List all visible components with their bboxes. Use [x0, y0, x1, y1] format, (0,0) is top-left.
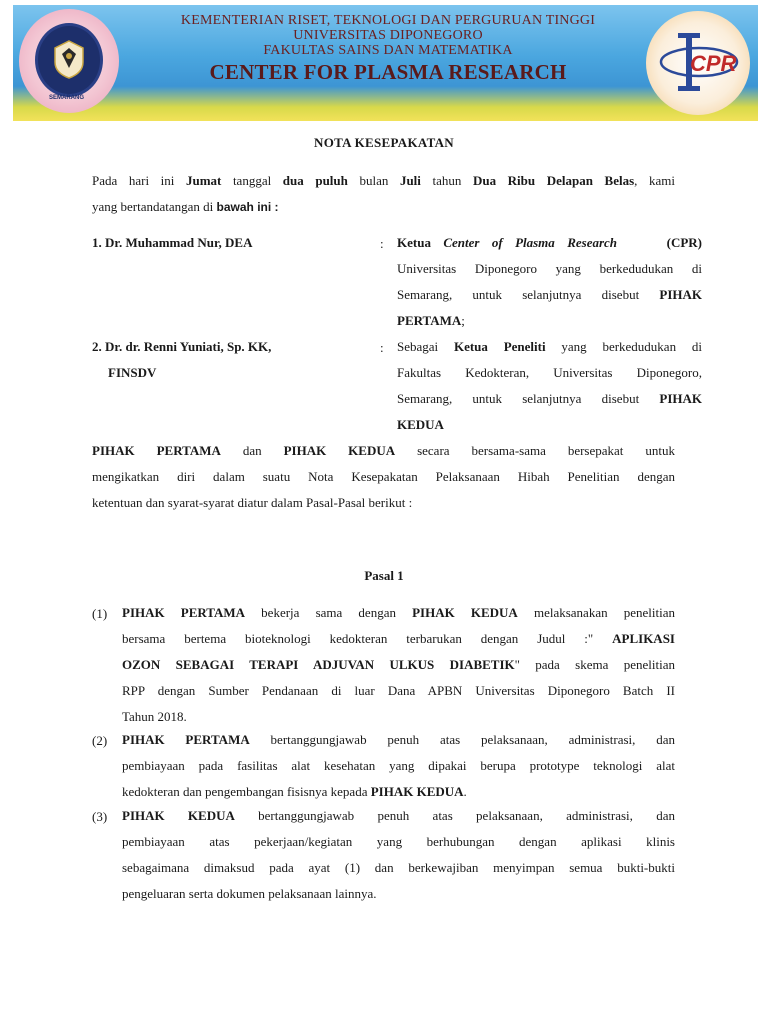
- letterhead-banner: [13, 5, 758, 121]
- party2-colon: :: [380, 340, 384, 355]
- document-title: NOTA KESEPAKATAN: [314, 135, 454, 150]
- center-name: CENTER FOR PLASMA RESEARCH: [209, 60, 567, 84]
- university-line: UNIVERSITAS DIPONEGORO: [293, 28, 483, 43]
- intro-paragraph: [92, 168, 675, 220]
- undip-seal: [35, 23, 103, 97]
- cpr-logo: [646, 11, 750, 115]
- letterhead-text: [163, 13, 613, 84]
- party2-name: 2. Dr. dr. Renni Yuniati, Sp. KK, FINSDV: [92, 339, 272, 380]
- item-1: PIHAK PERTAMA bekerja sama dengan PIHAK KEDUA melaksanakan penelitian bersama bertema bioteknologi kedokteran terbarukan dengan Judul :" APLIKASI OZON SEBAGAI TERAPI ADJUVAN ULKUS DIABETIK" pada skema penelitian RPP dengan Sumber Pendanaan di luar Dana APBN Universitas Diponegoro Batch II Tahun 2018.: [122, 605, 675, 724]
- agreement-paragraph: PIHAK PERTAMA dan PIHAK KEDUA secara bersama-sama bersepakat untuk mengikatkan diri dalam suatu Nota Kesepakatan Pelaksanaan Hibah Penelitian dengan ketentuan dan syarat-syarat diatur dalam Pasal-Pasal berikut :: [92, 443, 675, 510]
- party1-name: 1. Dr. Muhammad Nur, DEA: [92, 235, 253, 250]
- intro-line-2: yang bertandatangan di bawah ini :: [92, 199, 279, 214]
- cpr-wordmark: CPR: [690, 51, 737, 76]
- logo-left-caption: SEMARANG: [49, 95, 85, 101]
- item-number-1: (1): [92, 606, 108, 621]
- party1-description: Ketua Center of Plasma Research (CPR) Universitas Diponegoro yang berkedudukan di Semarang, untuk selanjutnya disebut PIHAK PERTAMA;: [397, 235, 702, 328]
- item-number-3: (3): [92, 809, 108, 824]
- faculty-line: FAKULTAS SAINS DAN MATEMATIKA: [263, 43, 513, 58]
- garuda-seal-icon: [50, 38, 88, 80]
- item-number-2: (2): [92, 733, 108, 748]
- intro-line-1: Pada hari ini Jumat tanggal dua puluh bulan Juli tahun Dua Ribu Delapan Belas, kami: [92, 173, 675, 188]
- party2-description: Sebagai Ketua Peneliti yang berkedudukan di Fakultas Kedokteran, Universitas Diponegoro, Semarang, untuk selanjutnya disebut PIHAK KEDUA: [397, 339, 702, 432]
- article-heading: Pasal 1: [364, 568, 404, 583]
- ministry-line: KEMENTERIAN RISET, TEKNOLOGI DAN PERGURUAN TINGGI: [180, 13, 596, 28]
- undip-logo: [19, 9, 119, 113]
- item-2: PIHAK PERTAMA bertanggungjawab penuh atas pelaksanaan, administrasi, dan pembiayaan pada fasilitas alat kesehatan yang dipakai berupa prototype teknologi alat kedokteran dan pengembangan fisisnya kepada PIHAK KEDUA.: [122, 732, 675, 799]
- party1-colon: :: [380, 236, 384, 251]
- item-3: PIHAK KEDUA bertanggungjawab penuh atas pelaksanaan, administrasi, dan pembiayaan atas pekerjaan/kegiatan yang berhubungan dengan aplikasi klinis sebagaimana dimaksud pada ayat (1) dan berkewajiban menyimpan semua bukti-bukti pengeluaran serta dokumen pelaksanaan lainnya.: [122, 808, 675, 901]
